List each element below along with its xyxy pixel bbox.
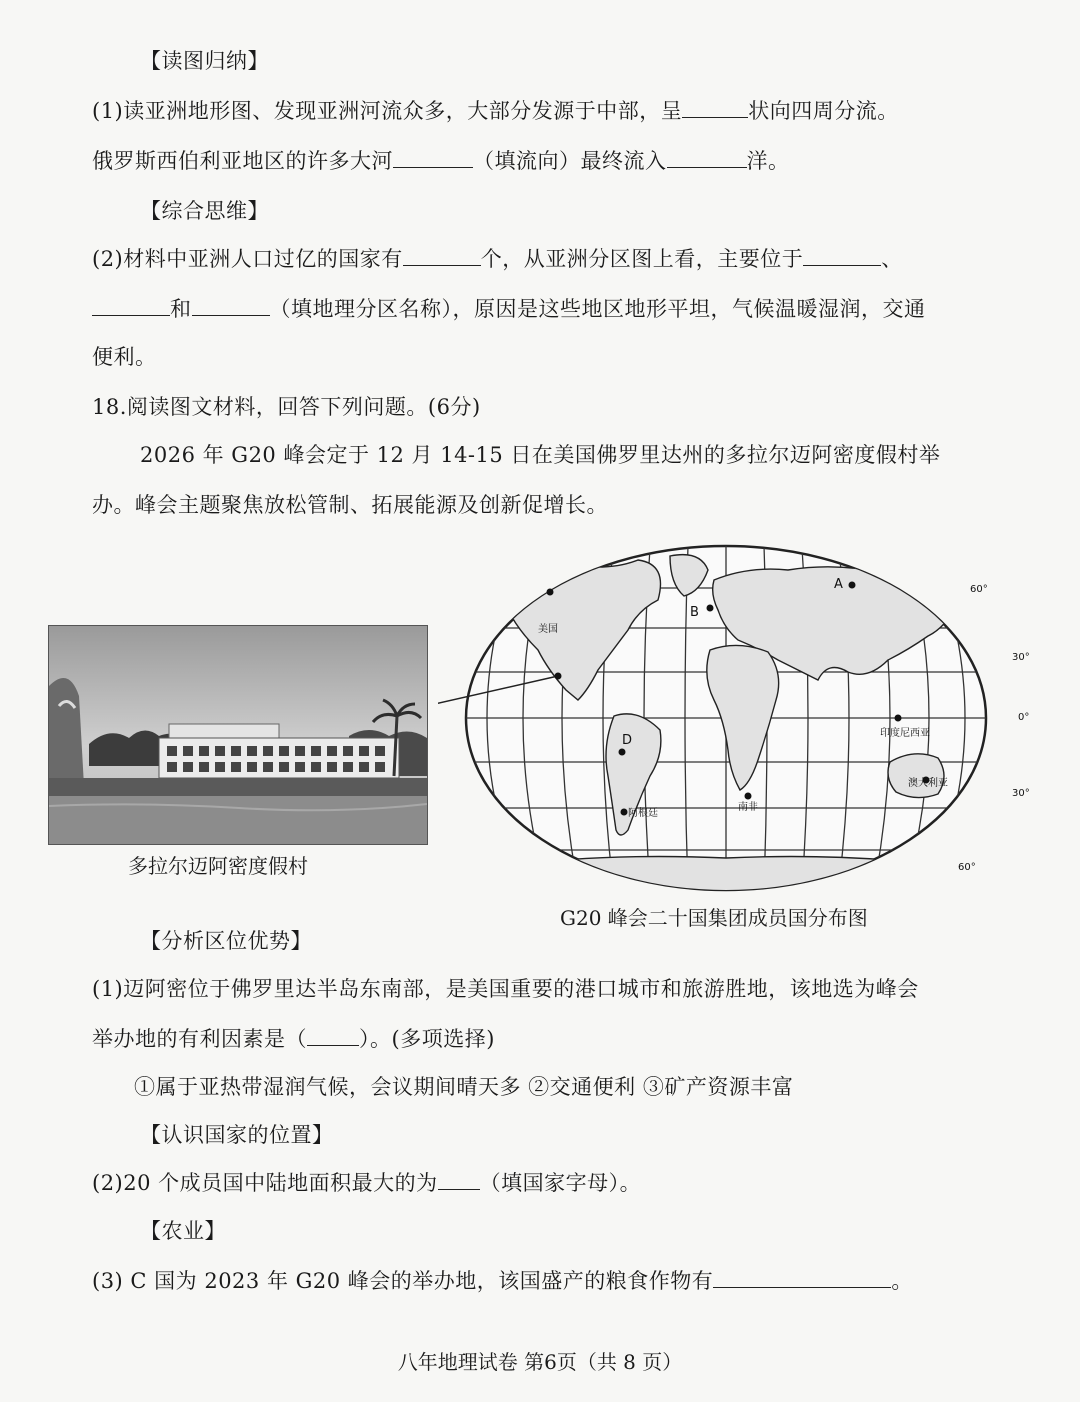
photo-caption: 多拉尔迈阿密度假村 [128, 854, 308, 878]
map-label-d: D [622, 733, 633, 748]
latitude-30s: 30° [1012, 788, 1030, 799]
latitude-0: 0° [1018, 712, 1030, 723]
question-2-line-3: 便利。 [92, 345, 157, 369]
answer-blank[interactable] [403, 245, 481, 266]
question-18-intro-line-1: 2026 年 G20 峰会定于 12 月 14-15 日在美国佛罗里达州的多拉尔迈阿密度假村举 [140, 443, 941, 467]
map-label-b: B [690, 605, 699, 620]
heading-comprehensive-thinking: 【综合思维】 [140, 199, 269, 223]
question-18-title: 18.阅读图文材料，回答下列问题。(6分) [92, 395, 481, 419]
question-text: ）。(多项选择) [359, 1027, 495, 1051]
map-label-indonesia: 印度尼西亚 [880, 728, 930, 739]
answer-blank[interactable] [682, 97, 748, 118]
heading-read-summary: 【读图归纳】 [140, 49, 269, 73]
answer-blank[interactable] [393, 147, 473, 168]
map-label-south-africa: 南非 [738, 802, 758, 813]
map-label-australia: 澳大利亚 [908, 778, 948, 789]
part-1-line-1: (1)迈阿密位于佛罗里达半岛东南部，是美国重要的港口城市和旅游胜地，该地选为峰会 [92, 977, 919, 1001]
part-1-options: ①属于亚热带湿润气候，会议期间晴天多 ②交通便利 ③矿产资源丰富 [134, 1075, 794, 1099]
answer-blank[interactable] [667, 147, 747, 168]
answer-blank[interactable] [307, 1025, 359, 1046]
question-text: 洋。 [746, 149, 790, 173]
map-label-usa: 美国 [538, 624, 558, 635]
part-2 [92, 1168, 641, 1198]
answer-blank[interactable] [192, 295, 270, 316]
latitude-60s: 60° [958, 862, 976, 873]
question-text: (2)20 个成员国中陆地面积最大的为 [92, 1171, 438, 1195]
question-text: (3) C 国为 2023 年 G20 峰会的举办地，该国盛产的粮食作物有 [92, 1269, 714, 1293]
question-text: (2)材料中亚洲人口过亿的国家有 [92, 247, 403, 271]
heading-country-location: 【认识国家的位置】 [140, 1123, 334, 1147]
question-text: 举办地的有利因素是（ [92, 1027, 307, 1051]
heading-location-advantage: 【分析区位优势】 [140, 929, 312, 953]
map-caption: G20 峰会二十国集团成员国分布图 [560, 906, 868, 930]
part-1-line-2 [92, 1024, 495, 1054]
latitude-60n: 60° [970, 584, 988, 595]
question-text: （填国家字母）。 [479, 1171, 642, 1195]
resort-photo [48, 625, 428, 845]
question-text: 俄罗斯西伯利亚地区的许多大河 [92, 149, 393, 173]
answer-blank[interactable] [803, 245, 881, 266]
answer-blank[interactable] [438, 1169, 480, 1190]
question-2-line-1 [92, 244, 903, 274]
world-map-graphic [438, 540, 1038, 900]
map-label-a: A [834, 577, 843, 592]
g20-world-map [438, 540, 1038, 900]
question-text: （填流向）最终流入 [473, 149, 667, 173]
question-1-line-1 [92, 96, 899, 126]
question-text: 、 [881, 247, 903, 271]
question-text: 和 [170, 297, 192, 321]
question-2-line-2 [92, 294, 926, 324]
question-18-intro-line-2: 办。峰会主题聚焦放松管制、拓展能源及创新促增长。 [92, 493, 608, 517]
question-text: （填地理分区名称），原因是这些地区地形平坦，气候温暖湿润，交通 [269, 297, 926, 321]
page-footer: 八年地理试卷 第6页（共 8 页） [397, 1350, 683, 1374]
question-1-line-2 [92, 146, 790, 176]
question-text: 。 [891, 1269, 913, 1293]
latitude-30n: 30° [1012, 652, 1030, 663]
map-label-argentina: 阿根廷 [628, 808, 658, 819]
question-text: (1)读亚洲地形图、发现亚洲河流众多，大部分发源于中部，呈 [92, 99, 683, 123]
part-3 [92, 1266, 913, 1296]
heading-agriculture: 【农业】 [140, 1219, 226, 1243]
question-text: 个，从亚洲分区图上看，主要位于 [480, 247, 804, 271]
resort-photo-illustration [49, 626, 427, 844]
question-text: 状向四周分流。 [748, 99, 899, 123]
answer-blank[interactable] [92, 295, 170, 316]
answer-blank[interactable] [713, 1267, 891, 1288]
